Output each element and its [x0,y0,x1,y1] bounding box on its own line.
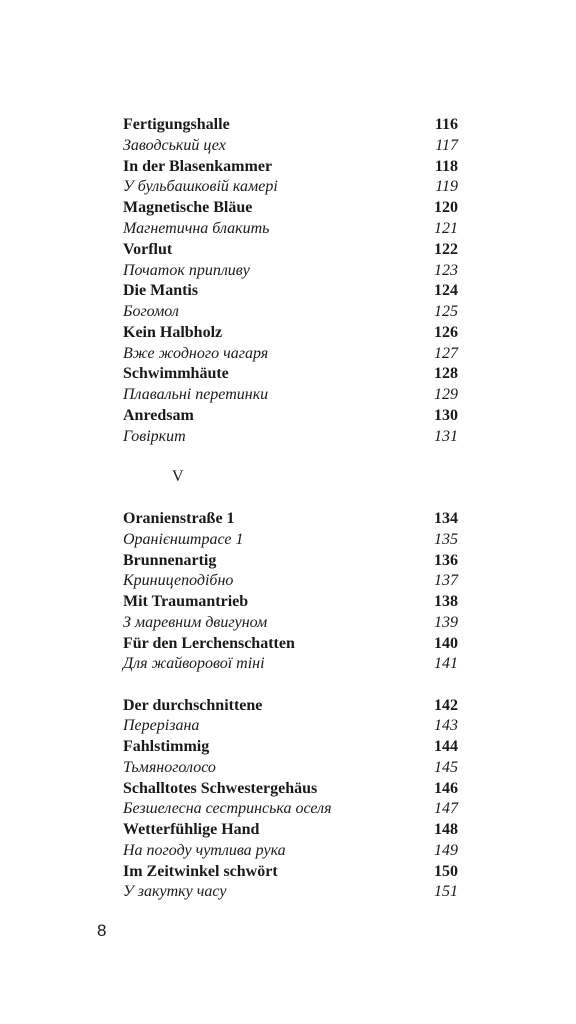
entry-page: 139 [434,614,458,631]
entry-title: Kein Halbholz [123,324,223,341]
entry-page: 124 [434,282,458,299]
entry-page: 145 [434,759,458,776]
toc-entry [123,136,458,156]
toc-entry [123,696,458,716]
entry-page: 130 [434,407,458,424]
toc-entry [123,862,458,882]
toc-entry [123,841,458,861]
entry-page: 120 [434,199,458,216]
toc-entry [123,716,458,736]
toc-entry [123,737,458,757]
toc-entry [123,302,458,322]
entry-title: У закутку часу [123,883,227,900]
toc-entry [123,530,458,550]
toc-entry [123,157,458,177]
toc-entry [123,551,458,571]
entry-title: Тьмяноголосо [123,759,216,776]
entry-title: Для жайворової тіні [123,655,265,672]
toc-entry [123,613,458,633]
entry-page: 135 [434,531,458,548]
entry-page: 123 [434,262,458,279]
toc-entry [123,799,458,819]
entry-title: Перерізана [123,717,200,734]
entry-page: 121 [434,220,458,237]
entry-page: 142 [434,697,458,714]
toc-entry [123,592,458,612]
entry-page: 146 [434,780,458,797]
entry-title: Die Mantis [123,282,199,299]
entry-page: 127 [434,345,458,362]
entry-title: Безшелесна сестринська оселя [123,800,332,817]
entry-page: 151 [434,883,458,900]
toc-entry [123,281,458,301]
entry-title: Im Zeitwinkel schwört [123,863,278,880]
toc-entry [123,427,458,447]
entry-page: 129 [434,386,458,403]
toc-entry [123,323,458,343]
entry-title: Говіркиm [123,428,186,445]
entry-title: Fertigungshalle [123,116,230,133]
entry-page: 122 [434,241,458,258]
page-number: 8 [97,921,107,940]
entry-page: 126 [434,324,458,341]
entry-title: Schwimmhäute [123,365,229,382]
entry-page: 119 [435,178,458,195]
entry-page: 141 [434,655,458,672]
entry-page: 149 [434,842,458,859]
toc-entry [123,261,458,281]
toc-entry [123,820,458,840]
toc-entry [123,654,458,674]
entry-page: 131 [434,428,458,445]
entry-title: Вже жодного чагаря [123,345,269,362]
entry-title: Vorflut [123,241,173,258]
toc-entry [123,758,458,778]
entry-page: 138 [434,593,458,610]
entry-title: Початок припливу [123,262,250,279]
toc-entry [123,198,458,218]
entry-title: Für den Lerchenschatten [123,635,295,652]
entry-title: Schalltotes Schwestergehäus [123,780,318,797]
toc-entry [123,364,458,384]
entry-title: In der Blasenkammer [123,158,273,175]
toc-entry [123,240,458,260]
toc-entry [123,115,458,135]
entry-page: 148 [434,821,458,838]
entry-page: 143 [434,717,458,734]
toc-entry [123,406,458,426]
entry-title: Oranienstraße 1 [123,510,235,527]
entry-page: 134 [434,510,458,527]
toc-entry [123,177,458,197]
entry-page: 144 [434,738,458,755]
entry-title: З маревним двигуном [123,614,268,631]
entry-title: Плавальні перетинки [123,386,269,403]
section-mark: V [172,468,184,485]
entry-title: Magnetische Bläue [123,199,253,216]
toc-entry [123,882,458,902]
entry-title: Магнетична блакить [123,220,270,237]
entry-title: Заводський цех [123,137,226,154]
entry-title: Оранієнштрасе 1 [123,531,244,548]
toc-entry [123,344,458,364]
entry-title: Der durchschnittene [123,697,263,714]
entry-page: 140 [434,635,458,652]
toc-entry [123,571,458,591]
toc-entry [123,509,458,529]
entry-page: 116 [434,116,458,133]
entry-title: На погоду чутлива рука [123,842,286,859]
entry-title: Богомол [123,303,179,320]
entry-page: 136 [434,552,458,569]
entry-page: 137 [434,572,458,589]
toc-entry [123,219,458,239]
entry-title: Криницеподібно [123,572,234,589]
toc-entry [123,385,458,405]
entry-page: 118 [434,158,458,175]
toc-entry [123,779,458,799]
entry-page: 147 [434,800,458,817]
toc-entry [123,634,458,654]
entry-title: У бульбашковій камері [123,178,278,195]
entry-title: Fahlstimmig [123,738,210,755]
entry-page: 117 [435,137,458,154]
entry-title: Anredsam [123,407,194,424]
entry-page: 128 [434,365,458,382]
entry-page: 125 [434,303,458,320]
entry-page: 150 [434,863,458,880]
entry-title: Brunnenartig [123,552,217,569]
entry-title: Wetterfühlige Hand [123,821,260,838]
entry-title: Mit Traumantrieb [123,593,249,610]
